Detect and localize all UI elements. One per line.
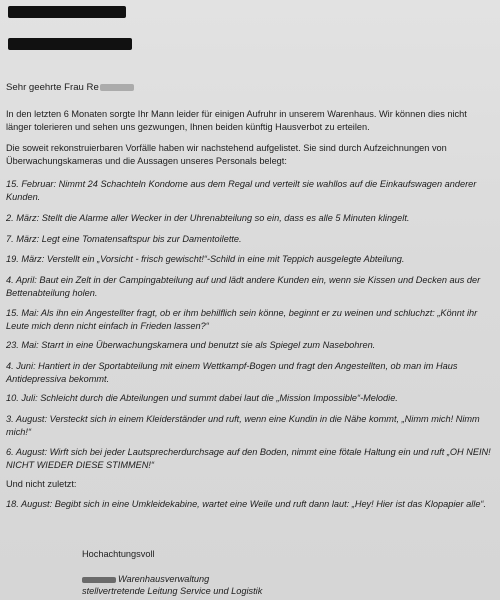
incident-entry: 3. August: Versteckt sich in einem Kleiderständer und ruft, wenn eine Kundin in die Nähe kommt, „Nimm mich! Nimm mich!“ [6,414,480,437]
redacted-name [100,84,134,91]
incident-entry: 10. Juli: Schleicht durch die Abteilungen und summt dabei laut die „Mission Impossible“-Melodie. [6,393,398,403]
last-intro: Und nicht zuletzt: [6,479,77,489]
incident-entry: 6. August: Wirft sich bei jeder Lautsprecherdurchsage auf den Boden, nimmt eine fötale Haltung ein und ruft „OH NEIN! NICHT WIEDER DIESE STIMMEN!“ [6,447,491,470]
salutation-text: Sehr geehrte Frau Re [6,82,99,93]
incident-entry: 23. Mai: Starrt in eine Überwachungskamera und benutzt sie als Spiegel zum Nasebohren. [6,340,376,350]
closing: Hochachtungsvoll [82,549,155,559]
incident-entry: 7. März: Legt eine Tomatensaftspur bis zur Damentoilette. [6,234,242,244]
incidents-intro-paragraph: Die soweit rekonstruierbaren Vorfälle haben wir nachstehend aufgelistet. Sie sind durch Aufzeichnungen von Überwachungskameras und die Aussagen unseres Personals belegt: [6,143,447,166]
incident-entry: 19. März: Verstellt ein „Vorsicht - frisch gewischt!“-Schild in eine mit Teppich ausgelegte Abteilung. [6,254,405,264]
redacted-address-line [8,38,132,50]
intro-paragraph: In den letzten 6 Monaten sorgte Ihr Mann leider für einigen Aufruhr in unserem Warenhaus. Wir können dies nicht länger tolerieren und sehen uns gezwungen, Ihnen beiden künftig Hausverbot zu erteilen. [6,109,467,132]
salutation [6,82,134,94]
signature-department [82,573,209,585]
signature-role: stellvertretende Leitung Service und Logistik [82,586,263,596]
redacted-company-name [82,577,116,583]
incident-entry: 4. April: Baut ein Zelt in der Campingabteilung auf und lädt andere Kunden ein, wenn sie Kissen und Decken aus der Bettenabteilung holen. [6,275,481,298]
incident-entry: 15. Februar: Nimmt 24 Schachteln Kondome aus dem Regal und verteilt sie wahllos auf die Einkaufswagen anderer Kunden. [6,179,477,202]
redacted-sender-line [8,6,126,18]
signature-department-text: Warenhausverwaltung [118,574,210,584]
incident-entry-last: 18. August: Begibt sich in eine Umkleidekabine, wartet eine Weile und ruft dann laut: „Hey! Hier ist das Klopapier alle“. [6,499,487,509]
incident-entry: 15. Mai: Als ihn ein Angestellter fragt, ob er ihm behilflich sein könne, beginnt er zu weinen und schluchzt: „Könnt ihr Leute mich denn nicht einfach in Frieden lassen?“ [6,308,478,331]
incident-entry: 4. Juni: Hantiert in der Sportabteilung mit einem Wettkampf-Bogen und fragt den Angestellten, ob man im Haus Antidepressiva bekommt. [6,361,458,384]
incident-entry: 2. März: Stellt die Alarme aller Wecker in der Uhrenabteilung so ein, dass es alle 5 Minuten klingelt. [6,213,410,223]
